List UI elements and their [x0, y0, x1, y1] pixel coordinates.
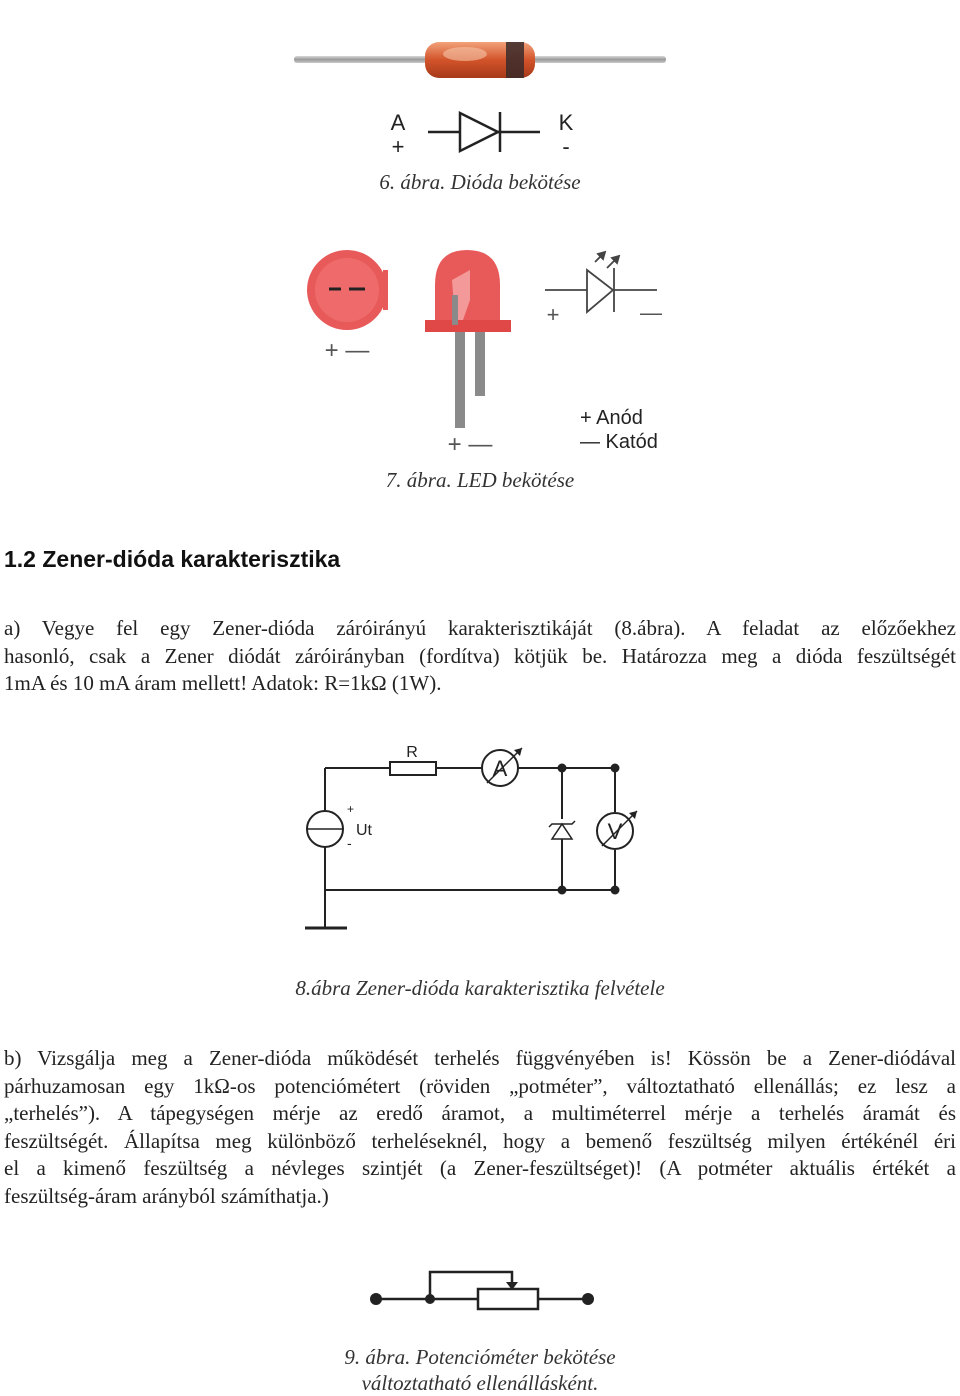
voltmeter-label: V: [607, 819, 623, 844]
voltmeter: [597, 811, 637, 849]
source-label: Ut: [356, 822, 372, 839]
ammeter-label: A: [492, 756, 508, 781]
source-minus: -: [347, 835, 352, 851]
paragraph-b: [4, 1045, 956, 1211]
top-view-signs: + —: [324, 337, 370, 364]
legend-anode: + Anód: [580, 407, 643, 429]
terminal-right: [582, 1293, 594, 1305]
cathode-label: K: [558, 110, 574, 135]
figure-8-circuit: [290, 735, 650, 935]
led-side-view: [425, 250, 511, 428]
paragraph-b-line: feszültség-áram arányból számíthatja.): [4, 1183, 329, 1208]
paragraph-a-line: hasonló, csak a Zener diódát záróirányban (fordítva) kötjük be. Határozza meg a dióda feszültségét: [4, 643, 956, 668]
figure-9-caption-line1: 9. ábra. Potencióméter bekötése: [344, 1345, 616, 1369]
paragraph-b-line: párhuzamosan egy 1kΩ-os potenciómétert (röviden „potméter”, változtatható ellenállás; ez lesz a: [4, 1073, 956, 1098]
paragraph-b-line: b) Vizsgálja meg a Zener-dióda működését terhelés függvényében is! Kössön be a Zener-diódával: [4, 1046, 956, 1070]
legend-cathode: — Katód: [580, 431, 658, 453]
figure-9-caption-line2: változtatható ellenállásként.: [361, 1371, 599, 1395]
resistor-label: R: [406, 744, 418, 761]
cathode-sign: -: [562, 134, 570, 159]
paragraph-b-line: „terhelés”). A tápegységen mérje az eredő áramot, a multiméterrel mérje a terhelés áramát és: [4, 1101, 956, 1126]
anode-label: A: [390, 110, 406, 135]
diode-photo: [294, 42, 666, 78]
paragraph-b-line: feszültségét. Állapítsa meg különböző terheléseknél, hogy a bemenő feszültség milyen értékénél éri: [4, 1128, 956, 1153]
anode-sign: +: [391, 134, 405, 159]
junction-dot: [425, 1294, 435, 1304]
paragraph-a: [4, 615, 956, 698]
figure-7-led: [295, 240, 695, 465]
symbol-minus: —: [640, 300, 662, 325]
paragraph-a-line: 1mA és 10 mA áram mellett! Adatok: R=1kΩ (1W).: [4, 671, 442, 696]
figure-6-diode: [280, 20, 680, 175]
led-top-view: [307, 250, 388, 330]
side-view-signs: + —: [447, 431, 493, 458]
symbol-plus: +: [546, 302, 560, 327]
resistor-r: [390, 762, 436, 775]
zener-diode: [549, 821, 575, 839]
voltage-source-ut: [307, 802, 373, 851]
diode-symbol: [428, 112, 540, 152]
section-title: 1.2 Zener-dióda karakterisztika: [4, 546, 341, 572]
figure-9-potentiometer: [360, 1262, 605, 1322]
paragraph-a-line: a) Vegye fel egy Zener-dióda záróirányú karakterisztikáját (8.ábra). A feladat az előzőekhez: [4, 616, 956, 640]
source-plus: +: [347, 802, 355, 816]
figure-7-caption: 7. ábra. LED bekötése: [385, 468, 575, 492]
paragraph-b-line: el a kimenő feszültség a névleges szintjét (a Zener-feszültséget)! (A potméter aktuális értékét a: [4, 1156, 956, 1181]
ammeter: [482, 748, 522, 786]
potentiometer-body: [478, 1289, 538, 1309]
figure-8-caption: 8.ábra Zener-dióda karakterisztika felvétele: [295, 976, 665, 1000]
figure-6-caption: 6. ábra. Dióda bekötése: [379, 170, 581, 194]
terminal-left: [370, 1293, 382, 1305]
